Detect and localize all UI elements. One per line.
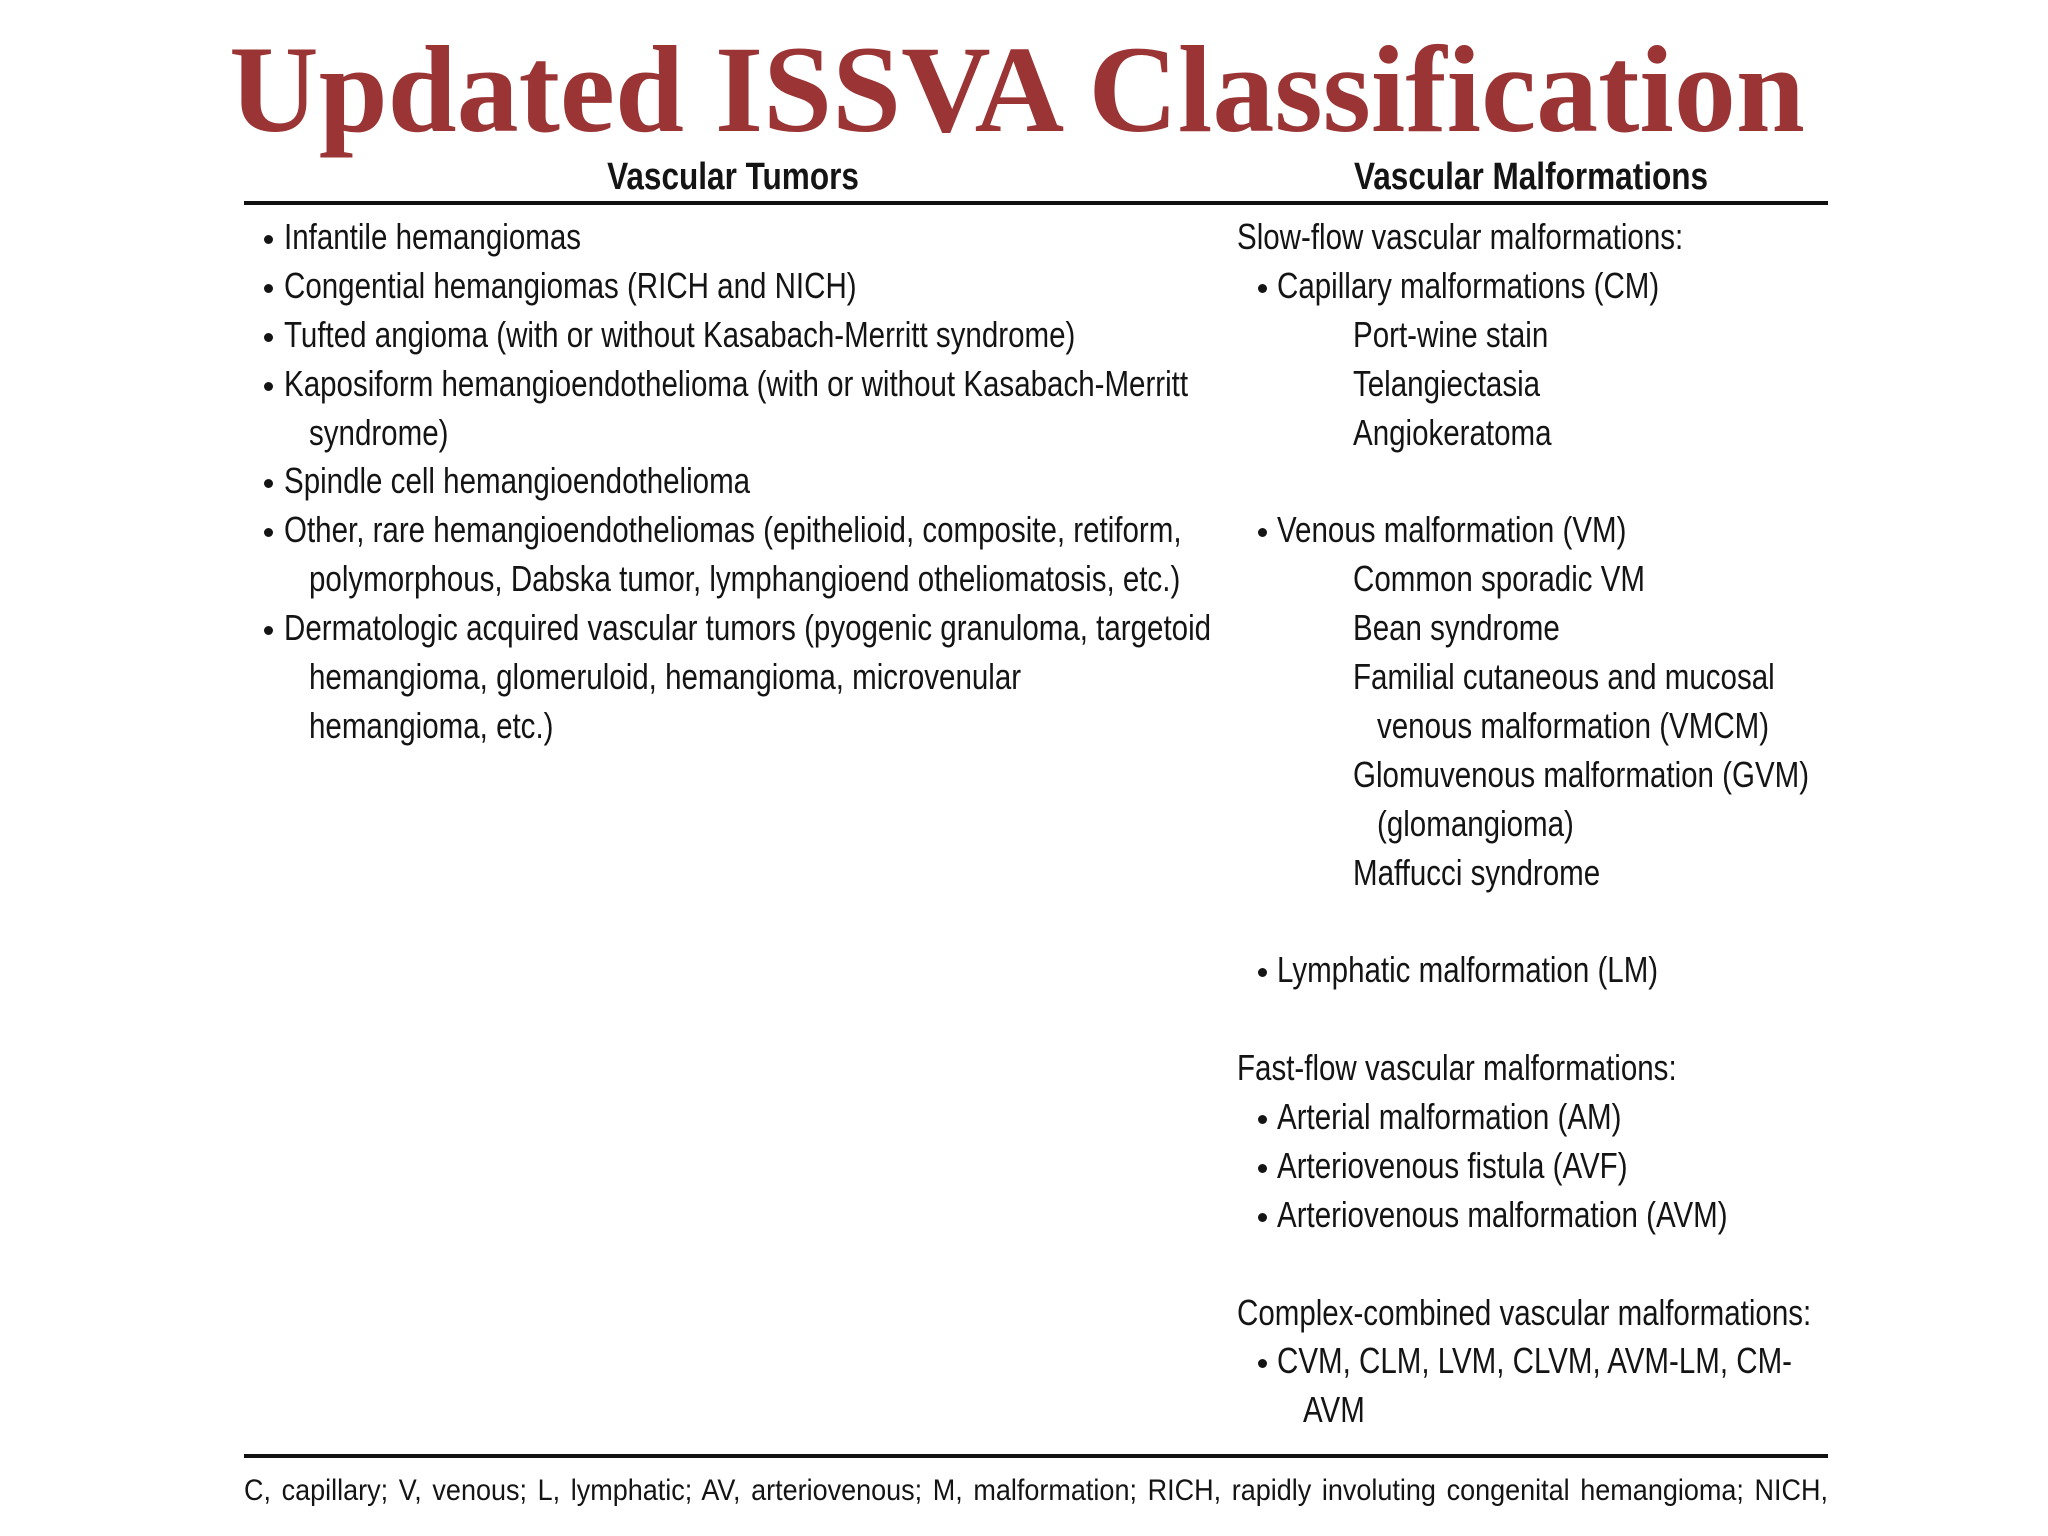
subtype-bean-syndrome: Bean syndrome xyxy=(1353,607,1560,649)
text-line xyxy=(1237,1044,2037,1093)
text-line xyxy=(244,604,1212,653)
text-line xyxy=(1237,506,2037,555)
malformation-item-label: Arterial malformation (AM) xyxy=(1277,1096,1622,1138)
column-heading-vascular-tumors: Vascular Tumors xyxy=(607,156,859,198)
text-line xyxy=(1237,653,2037,702)
tumor-item-label: Congential hemangiomas (RICH and NICH) xyxy=(284,264,857,306)
tumor-item-label: Kaposiform hemangioendothelioma (with or without Kasabach-Merritt xyxy=(284,362,1189,404)
subtype-glomuvenous-malformation: Glomuvenous malformation (GVM) xyxy=(1353,753,1810,795)
tumor-item-other-rare-hemangioendotheliomas xyxy=(244,506,1204,604)
tumor-item-label-continued: syndrome) xyxy=(309,411,449,453)
malformation-item-combined-types xyxy=(1237,1337,2037,1435)
text-line xyxy=(1237,1386,2037,1435)
bullet-icon xyxy=(264,528,273,537)
tumor-item-label-continued: polymorphous, Dabska tumor, lymphangioend otheliomatosis, etc.) xyxy=(309,558,1181,600)
tumor-item-kaposiform-hemangioendothelioma xyxy=(244,360,1204,458)
text-line xyxy=(1237,1337,2037,1386)
bullet-icon xyxy=(264,333,273,342)
text-line xyxy=(244,311,1204,360)
tumor-item-label-continued: hemangioma, etc.) xyxy=(309,704,554,746)
subtype-angiokeratoma: Angiokeratoma xyxy=(1353,411,1552,453)
tumor-item-label-continued: hemangioma, glomeruloid, hemangioma, microvenular xyxy=(309,656,1022,698)
vascular-malformations-list xyxy=(1237,213,2037,1435)
text-line xyxy=(1237,751,2037,800)
bullet-icon xyxy=(264,479,273,488)
text-line xyxy=(1237,604,2037,653)
tumor-item-dermatologic-acquired-tumors xyxy=(244,604,1212,751)
bullet-icon xyxy=(1258,1115,1267,1124)
text-line xyxy=(244,262,1204,311)
bullet-icon xyxy=(1258,1164,1267,1173)
header-divider xyxy=(244,201,1828,205)
text-line xyxy=(244,555,1204,604)
complex-combined-section xyxy=(1237,1289,2037,1436)
subtype-port-wine-stain: Port-wine stain xyxy=(1353,313,1549,355)
column-heading-vascular-malformations: Vascular Malformations xyxy=(1353,156,1709,198)
malformation-item-label: Capillary malformations (CM) xyxy=(1277,264,1660,306)
text-line xyxy=(1237,360,2037,409)
text-line xyxy=(1237,849,2037,898)
text-line xyxy=(244,360,1204,409)
text-line xyxy=(244,457,1204,506)
text-line xyxy=(1237,555,2037,604)
text-line xyxy=(244,213,1204,262)
tumor-item-infantile-hemangiomas xyxy=(244,213,1204,262)
subtype-glomuvenous-malformation-continued: (glomangioma) xyxy=(1377,802,1574,844)
text-line xyxy=(244,506,1204,555)
tumor-item-congenital-hemangiomas xyxy=(244,262,1204,311)
tumor-item-label: Tufted angioma (with or without Kasabach-Merritt syndrome) xyxy=(284,313,1076,355)
bullet-icon xyxy=(1258,1213,1267,1222)
section-heading-fast-flow: Fast-flow vascular malformations: xyxy=(1237,1047,1677,1089)
vascular-tumors-list xyxy=(244,213,1212,751)
malformation-item-label: Arteriovenous malformation (AVM) xyxy=(1277,1193,1728,1235)
subtype-common-sporadic-vm: Common sporadic VM xyxy=(1353,558,1646,600)
bullet-icon xyxy=(264,382,273,391)
malformation-item-label: Arteriovenous fistula (AVF) xyxy=(1277,1144,1628,1186)
spacer xyxy=(1237,995,2037,1044)
malformation-item-arterial xyxy=(1237,1093,2037,1142)
malformation-item-arteriovenous-malformation xyxy=(1237,1191,2037,1240)
section-heading-slow-flow: Slow-flow vascular malformations: xyxy=(1237,216,1684,257)
bullet-icon xyxy=(264,284,273,293)
tumor-item-tufted-angioma xyxy=(244,311,1204,360)
subtype-telangiectasia: Telangiectasia xyxy=(1353,362,1541,404)
text-line xyxy=(1237,311,2037,360)
text-line xyxy=(1237,213,2037,262)
text-line xyxy=(1237,702,2037,751)
malformation-item-label: Venous malformation (VM) xyxy=(1277,509,1627,551)
section-heading-complex-combined: Complex-combined vascular malformations: xyxy=(1237,1291,1812,1333)
tumor-item-label: Dermatologic acquired vascular tumors (pyogenic granuloma, targetoid xyxy=(284,607,1212,649)
malformation-item-label: CVM, CLM, LVM, CLVM, AVM-LM, CM- xyxy=(1277,1340,1793,1382)
spacer xyxy=(1237,897,2037,946)
tumor-item-label: Other, rare hemangioendotheliomas (epithelioid, composite, retiform, xyxy=(284,509,1182,551)
text-line xyxy=(244,409,1204,458)
subtype-maffucci-syndrome: Maffucci syndrome xyxy=(1353,851,1601,893)
subtype-familial-cutaneous-mucosal: Familial cutaneous and mucosal xyxy=(1353,656,1775,698)
bullet-icon xyxy=(264,626,273,635)
text-line xyxy=(1237,946,2037,995)
tumor-item-spindle-cell-hemangioendothelioma xyxy=(244,457,1204,506)
tumor-item-label: Infantile hemangiomas xyxy=(284,216,582,257)
bullet-icon xyxy=(1258,528,1267,537)
page-title: Updated ISSVA Classification xyxy=(229,21,1805,158)
slow-flow-section xyxy=(1237,213,2037,995)
malformation-item-label: Lymphatic malformation (LM) xyxy=(1277,949,1659,991)
malformation-item-capillary xyxy=(1237,262,2037,458)
bullet-icon xyxy=(1258,284,1267,293)
malformation-item-arteriovenous-fistula xyxy=(1237,1142,2037,1191)
bullet-icon xyxy=(1258,968,1267,977)
bullet-icon xyxy=(1258,1359,1267,1368)
footer-divider xyxy=(244,1454,1828,1458)
subtype-familial-cutaneous-mucosal-continued: venous malformation (VMCM) xyxy=(1377,704,1770,746)
malformation-item-venous xyxy=(1237,506,2037,897)
text-line xyxy=(244,702,1204,751)
fast-flow-section xyxy=(1237,1044,2037,1240)
tumor-item-label: Spindle cell hemangioendothelioma xyxy=(284,460,751,502)
text-line xyxy=(1237,800,2037,849)
text-line xyxy=(1237,409,2037,458)
bullet-icon xyxy=(264,235,273,244)
text-line xyxy=(244,653,1204,702)
text-line xyxy=(1237,262,2037,311)
malformation-item-label-continued: AVM xyxy=(1303,1389,1365,1431)
spacer xyxy=(1237,457,2037,506)
malformation-item-lymphatic xyxy=(1237,946,2037,995)
text-line xyxy=(1237,1289,2037,1338)
spacer xyxy=(1237,1240,2037,1289)
footer-abbreviations: C, capillary; V, venous; L, lymphatic; AV, arteriovenous; M, malformation; RICH, rapidly involuting congenital hemangioma; NICH, xyxy=(244,1474,1828,1507)
